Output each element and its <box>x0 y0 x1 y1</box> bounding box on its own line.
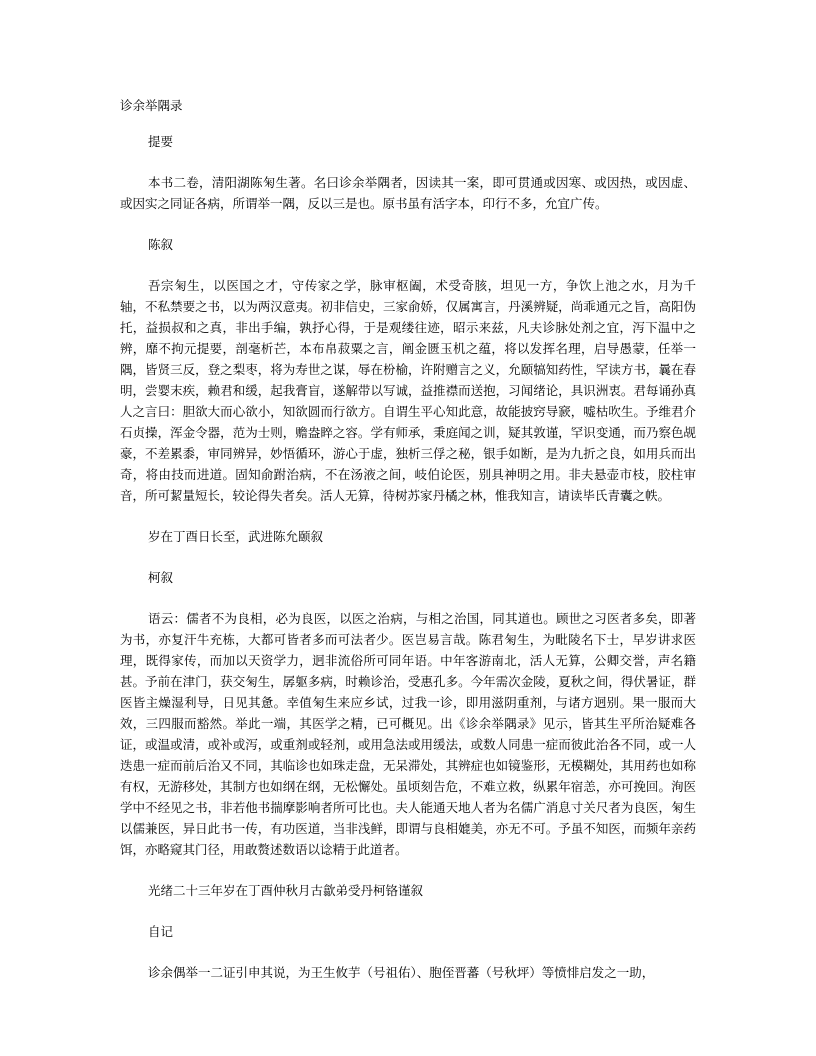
section-heading-chen-preface: 陈叙 <box>148 237 174 252</box>
section-heading-tiyao: 提要 <box>148 134 174 149</box>
section-heading-ke-preface: 柯叙 <box>148 570 174 585</box>
document-title: 诊余举隅录 <box>120 98 183 113</box>
document-page <box>120 95 696 983</box>
signature-chen-preface: 岁在丁酉日长至，武进陈允颐叙 <box>148 529 324 544</box>
paragraph-ziji: 诊余偶举一二证引申其说，为王生攸芋（号祖佑）、胞侄晋蕃（号秋坪）等愤悱启发之一助， <box>148 965 655 980</box>
paragraph-tiyao: 本书二卷，清阳湖陈匊生著。名曰诊余举隅者，因读其一案，即可贯通或因寒、或因热，或因虚、或因实之同证各病，所谓举一隅，反以三是也。原书虽有活字本，印行不多，允宜广传。 <box>120 175 696 211</box>
paragraph-ke-preface: 语云：儒者不为良相，必为良医，以医之治病，与相之治国，同其道也。顾世之习医者多矣，即著为书，亦复汗牛充栋，大都可皆者多而可法者少。医岂易言哉。陈君匊生，为毗陵名下士，早岁讲求医理，既得家传，而加以天资学力，迥非流俗所可同年语。中年客游南北，活人无算，公卿交誉，声名籍甚。予前在津门，获交匊生，孱躯多病，时赖诊治，受惠孔多。今年需次金陵，夏秋之间，得伏暑证，群医皆主燥湿利导，日见其惫。幸值匊生来应乡试，过我一诊，即用滋阴重剂，与诸方迥别。果一服而大效，三四服而豁然。举此一端，其医学之精，已可概见。出《诊余举隅录》见示，皆其生平所治疑难各证，或温或清，或补或泻，或重剂或轻剂，或用急法或用缓法，或数人同患一症而彼此治各不同，或一人迭患一症而前后治又不同，其临诊也如珠走盘，无呆滞处，其辨症也如镜鉴形，无模糊处，其用药也如称有权，无游移处，其制方也如纲在纲，无松懈处。虽顷刻告危，不难立救，纵累年宿恙，亦可挽回。洵医学中不经见之书，非若他书揣摩影响者所可比也。夫人能通天地人者为名儒广消息寸关尺者为良医，匊生以儒兼医，异日此书一传，有功医道，当非浅鲜，即谓与良相媲美，亦无不可。予虽不知医，而频年亲药饵，亦略窥其门径，用敢赘述数语以谂精于此道者。 <box>120 611 696 857</box>
section-heading-ziji: 自记 <box>148 924 174 939</box>
signature-ke-preface: 光绪二十三年岁在丁酉仲秋月古歙弟受丹柯铬谨叙 <box>148 883 424 898</box>
paragraph-chen-preface: 吾宗匊生，以医国之才，守传家之学，脉审枢阖，术受奇胲，坦见一方，争饮上池之水，月为千轴，不私禁要之书，以为两汉意夷。初非信史，三家俞娇，仅属寓言，丹溪辨疑，尚乖通元之旨，高阳伪托，益损叔和之真，非出手编，孰抒心得，于是观缕往迹，昭示来兹，凡夫诊脉处剂之宜，泻下温中之辨，靡不拘元提要，剖毫析芒，本布帛菽粟之言，阐金匮玉机之蕴，将以发挥名理，启导愚蒙，任举一隅，皆贤三反，登之梨枣，将为寿世之谋，辱在枌榆，许附赠言之义，允颐犒知药性，罕读方书，曩在春明，尝婴末疾，赖君和缓，起我膏盲，遂解带以写诚，益推襟而送抱，习闻绪论，具识洲衷。君每诵孙真人之言曰：胆欲大而心欲小，知欲圆而行欲方。自谓生平心知此意，故能披窍导窾，嘘枯吹生。予维君介石贞操，浑金令器，范为士则，赡盎睟之容。学有师承，秉庭闻之训，疑其敦谨，罕识变通，而乃察色觇豪，不差累黍，审同辨异，妙悟循环，游心于虚，独析三俘之秘，银手如断，是为九折之良，如用兵而出奇，将由技而进道。固知俞跗治病，不在汤液之间，岐伯论医，别具神明之用。非夫悬壶市枝，胶柱审音，所可絜量短长，较论得失者矣。活人无算，待树苏家丹橘之林，惟我知言，请读毕氏青囊之帙。 <box>120 278 696 503</box>
